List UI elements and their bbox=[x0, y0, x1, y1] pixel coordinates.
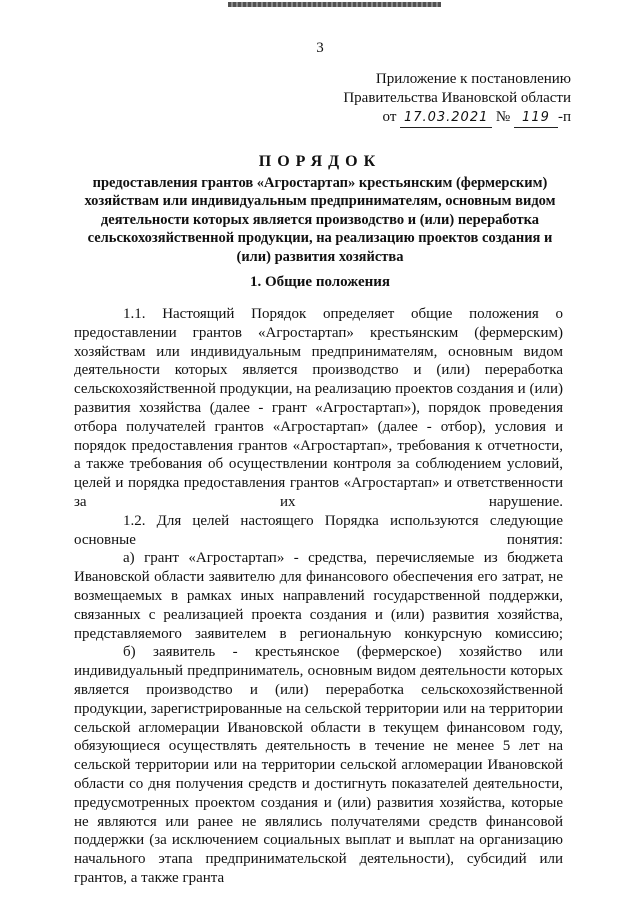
header-scan-line bbox=[228, 2, 441, 7]
document-body bbox=[74, 305, 563, 888]
paragraph-b: б) заявитель - крестьянское (фермерское) хозяйство или индивидуальный предприниматель, основным видом деятельности которых является производство и (или) переработка сельскохозяйственной продукции, зарегистрированные на сельской территории или на территории сельской агломерации Ивановской области в текущем финансовом году, обязующиеся осуществлять деятельность в течение не менее 5 лет на сельской территории или на территории сельской агломерации Ивановской области со дня получения средств и достигнуть показателей деятельности, предусмотренных проектом создания и (или) развития хозяйства, которые не являются или ранее не являлись получателями средств финансовой поддержки (за исключением социальных выплат и выплат на организацию начального этапа предпринимательской деятельности), субсидий или грантов, а также гранта bbox=[74, 644, 563, 886]
number-suffix: -п bbox=[557, 109, 571, 125]
paragraph-1-1: 1.1. Настоящий Порядок определяет общие положения о предоставлении грантов «Агростартап» крестьянским (фермерским) хозяйствам или индивидуальным предпринимателям, основным видом деятельности которых является производство и (или) переработка сельскохозяйственной продукции, на реализацию проектов создания и (или) развития хозяйства (далее - грант «Агростартап»), порядок проведения отбора получателей грантов «Агростартап» (далее - отбор), условия и порядок предоставления грантов «Агростартап», требования к отчетности, а также требования об осуществлении контроля за соблюдением условий, целей и порядка предоставления грантов «Агростартап» и ответственности за их нарушение. bbox=[74, 306, 563, 510]
page-number: 3 bbox=[316, 40, 324, 56]
appendix-line-2: Правительства Ивановской области bbox=[343, 90, 571, 106]
appendix-line-1: Приложение к постановлению bbox=[375, 71, 571, 87]
paragraph-1-2: 1.2. Для целей настоящего Порядка используются следующие основные понятия: bbox=[74, 512, 563, 548]
appendix-date-line bbox=[343, 108, 571, 128]
handwritten-date: 17.03.2021 bbox=[403, 110, 489, 125]
document-title: ПОРЯДОК bbox=[258, 153, 382, 170]
appendix-block bbox=[343, 70, 571, 128]
section-heading: 1. Общие положения bbox=[249, 274, 391, 290]
from-label: от bbox=[382, 109, 397, 125]
document-subtitle: предоставления грантов «Агростартап» крестьянским (фермерским) хозяйствам или индивидуальным предпринимателям, основным видом деятельности которых является производство и (или) переработка сельскохозяйственной продукции, на реализацию проектов создания и (или) развития хозяйства bbox=[84, 175, 556, 265]
number-sign: № bbox=[495, 109, 511, 125]
paragraph-a: а) грант «Агростартап» - средства, перечисляемые из бюджета Ивановской области заявителю для финансового обеспечения его затрат, не возмещаемых в рамках иных направлений государственной поддержки, связанных с реализацией проекта создания и (или) развития хозяйства, представляемого заявителем в региональную конкурсную комиссию; bbox=[74, 550, 563, 642]
handwritten-number: 119 bbox=[522, 110, 550, 125]
